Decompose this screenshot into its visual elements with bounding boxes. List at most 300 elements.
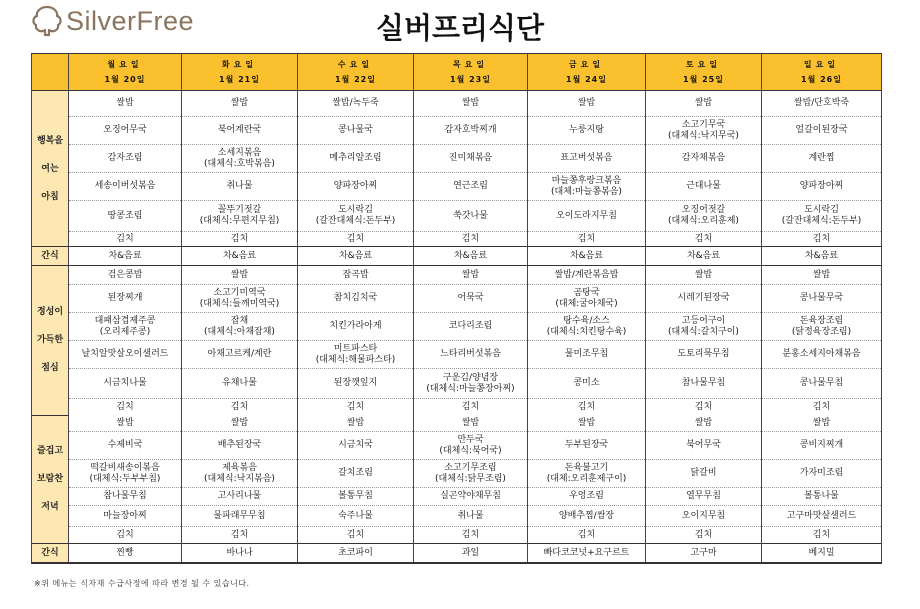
menu-item: 쑥갓나물	[453, 210, 488, 221]
page-title: 실버프리식단	[375, 11, 545, 45]
menu-cell	[528, 91, 646, 117]
menu-item: 느타리버섯볶음	[440, 349, 501, 359]
menu-cell	[762, 266, 882, 285]
menu-cell	[298, 506, 414, 527]
menu-item: 열무무침	[686, 491, 721, 501]
menu-item: (대체식:닭무조림)	[435, 473, 506, 484]
menu-item: (대체식:들깨미역국)	[199, 298, 280, 309]
menu-cell	[69, 117, 182, 145]
menu-cell	[182, 313, 298, 341]
menu-item: 볼통무침	[338, 491, 373, 501]
menu-cell	[414, 232, 528, 247]
menu-cell	[762, 313, 882, 341]
menu-item: 도시락김	[804, 205, 839, 215]
menu-cell	[528, 399, 646, 416]
breakfast-label	[32, 91, 69, 247]
snack1-row	[32, 247, 882, 266]
menu-item: 떡갈비새송이볶음	[90, 462, 160, 473]
menu-cell	[762, 506, 882, 527]
menu-item: 소고기무국	[681, 119, 726, 130]
menu-item: 김치	[230, 401, 249, 412]
menu-cell	[69, 415, 182, 432]
day-name: 금요일	[568, 60, 605, 69]
snack-cell: 빠다코코넛+요구르트	[528, 544, 646, 564]
snack-cell: 차&음료	[182, 247, 298, 266]
menu-item: 북어계란국	[217, 125, 262, 135]
menu-item: 쌀밥/단호박죽	[793, 98, 850, 108]
menu-cell	[182, 415, 298, 432]
menu-item: (대체:마늘쫑볶음)	[551, 186, 622, 197]
menu-item: 분홍소세지아채볶음	[782, 349, 861, 359]
lunch-label-line: 점심	[41, 363, 59, 374]
menu-cell	[298, 460, 414, 488]
menu-item: (대체식:낙지무국)	[668, 130, 739, 141]
day-header	[414, 54, 528, 91]
menu-cell	[646, 117, 762, 145]
menu-cell	[182, 399, 298, 416]
menu-item: 쌀밥	[230, 417, 249, 428]
menu-item: 김치	[461, 529, 480, 540]
menu-cell	[182, 201, 298, 232]
menu-item: 잡곡밥	[342, 269, 369, 280]
menu-item: (대체식:갈치구이)	[668, 326, 739, 337]
menu-item: 두부된장국	[564, 440, 609, 450]
menu-cell	[414, 369, 528, 399]
menu-item: 만두국	[457, 434, 484, 445]
menu-item: 참나물무침	[103, 491, 147, 501]
menu-item: 김치	[116, 529, 134, 540]
breakfast-row	[32, 145, 882, 173]
menu-cell	[182, 173, 298, 201]
menu-item: 김치	[230, 529, 249, 540]
snack2-label: 간식	[32, 544, 69, 564]
menu-cell	[414, 460, 528, 488]
menu-cell	[646, 369, 762, 399]
menu-cell	[414, 506, 528, 527]
menu-cell	[762, 488, 882, 506]
menu-item: 콩나물무국	[799, 293, 844, 303]
menu-item: (대체식:낙지볶음)	[204, 473, 275, 484]
menu-cell	[414, 91, 528, 117]
dinner-label-line: 저녁	[41, 502, 59, 513]
menu-cell	[762, 232, 882, 247]
menu-cell	[646, 488, 762, 506]
menu-item: 쌀밥	[461, 98, 480, 108]
menu-item: 닭갈비	[690, 468, 717, 478]
menu-cell	[69, 460, 182, 488]
menu-cell	[298, 527, 414, 544]
menu-item: 소고기무조림	[444, 462, 497, 473]
menu-cell	[414, 145, 528, 173]
menu-cell	[182, 117, 298, 145]
menu-item: 참나물무침	[681, 378, 726, 388]
menu-item: 쌀밥	[116, 98, 134, 108]
menu-cell	[762, 201, 882, 232]
menu-cell	[298, 399, 414, 416]
menu-item: 쌀밥	[577, 98, 596, 108]
menu-item: 콩미소	[573, 378, 600, 388]
menu-cell	[528, 527, 646, 544]
menu-item: 근대나물	[686, 181, 721, 191]
dinner-row	[32, 488, 882, 506]
day-name: 수요일	[337, 60, 374, 69]
menu-cell	[298, 341, 414, 369]
snack-cell: 고구마	[646, 544, 762, 564]
logo-text: SilverFree	[66, 5, 195, 36]
menu-item: 날치알맛살오이샐러드	[81, 349, 169, 359]
menu-item: 미트파스타	[333, 343, 378, 354]
menu-item: 꼴뚜기젓갈	[217, 205, 262, 215]
dinner-row	[32, 527, 882, 544]
menu-item: 고사리나물	[217, 491, 262, 501]
menu-cell	[182, 527, 298, 544]
day-name: 목요일	[452, 60, 489, 69]
menu-item: 양배추찜/쌈장	[558, 510, 615, 521]
menu-item: 김치	[694, 401, 713, 412]
menu-item: 어묵국	[457, 293, 484, 303]
menu-cell	[646, 460, 762, 488]
menu-item: 고등어구이	[681, 315, 726, 326]
header-corner	[32, 54, 69, 91]
menu-cell	[69, 201, 182, 232]
menu-item: 양파장아찌	[333, 181, 378, 191]
menu-cell	[182, 285, 298, 313]
menu-item: 콩나물국	[338, 125, 373, 135]
day-date: 1월 20일	[104, 75, 146, 84]
menu-item: 쌀밥	[694, 98, 713, 108]
day-name: 토요일	[685, 60, 722, 69]
menu-cell	[414, 266, 528, 285]
lunch-row	[32, 399, 882, 416]
lunch-label-line: 정성이	[36, 307, 64, 318]
menu-item: 김치	[116, 233, 134, 244]
menu-item: 돈육장조림	[799, 315, 844, 326]
menu-item: 취나물	[457, 510, 484, 521]
menu-item: 쌀밥	[230, 98, 249, 108]
breakfast-row	[32, 201, 882, 232]
breakfast-label-line: 여는	[41, 163, 59, 174]
menu-item: 표고버섯볶음	[560, 153, 613, 163]
menu-item: 쌀밥	[461, 269, 480, 280]
menu-item: 실곤약야채무침	[440, 491, 501, 501]
menu-cell	[414, 341, 528, 369]
menu-item: 김치	[577, 233, 596, 244]
menu-cell	[528, 341, 646, 369]
menu-item: 북어무국	[686, 440, 721, 450]
snack-cell: 초코파이	[298, 544, 414, 564]
menu-item: (대체식:호박볶음)	[204, 158, 275, 169]
menu-item: 갈치조림	[338, 468, 373, 478]
menu-item: 감자조림	[107, 153, 143, 163]
menu-item: 물미조무침	[564, 349, 609, 359]
menu-cell	[528, 145, 646, 173]
menu-item: 쌀밥	[230, 269, 249, 280]
menu-item: 고구마맛살샐러드	[786, 510, 857, 521]
day-name: 월요일	[107, 60, 143, 69]
menu-item: 마늘쫑후랑크볶음	[551, 175, 622, 186]
breakfast-label-line: 행복을	[36, 135, 64, 146]
menu-item: 감자호박찌개	[444, 125, 497, 135]
menu-cell	[646, 399, 762, 416]
menu-item: (대체식:아채잡채)	[204, 326, 275, 337]
menu-cell	[414, 432, 528, 460]
menu-item: 쌀밥	[577, 417, 596, 428]
menu-item: 콩비지찌개	[799, 440, 844, 450]
menu-cell	[646, 173, 762, 201]
menu-item: (오리제주콩)	[99, 326, 151, 337]
menu-cell	[182, 488, 298, 506]
menu-item: 양파장아찌	[799, 181, 844, 191]
menu-cell	[528, 173, 646, 201]
menu-item: 진미채볶음	[448, 153, 493, 163]
menu-item: 쌀밥	[346, 417, 365, 428]
day-date: 1월 21일	[219, 75, 260, 84]
day-date: 1월 25일	[683, 75, 724, 84]
menu-cell	[69, 173, 182, 201]
menu-item: (대체식:마늘쫑장아찌)	[426, 383, 515, 394]
day-header	[298, 54, 414, 91]
menu-item: (닭정육장조림)	[791, 326, 852, 337]
menu-item: 도토리묵무침	[677, 349, 730, 359]
day-header-row	[32, 54, 882, 91]
menu-cell	[762, 399, 882, 416]
menu-item: 김치	[346, 401, 365, 412]
menu-item: 김치	[461, 401, 480, 412]
day-date: 1월 22일	[335, 75, 376, 84]
menu-cell	[646, 285, 762, 313]
menu-item: 대패삼겹제주콩	[94, 315, 156, 326]
snack-cell: 차&음료	[298, 247, 414, 266]
menu-item: 김치	[577, 401, 596, 412]
menu-cell	[646, 313, 762, 341]
menu-cell	[69, 266, 182, 285]
menu-cell	[298, 313, 414, 341]
menu-item: (대체식:북어국)	[439, 445, 502, 456]
day-header	[182, 54, 298, 91]
menu-cell	[182, 145, 298, 173]
menu-item: 물파래무무침	[213, 510, 266, 521]
menu-item: 된장깻잎지	[333, 378, 378, 388]
day-header	[646, 54, 762, 91]
menu-cell	[182, 369, 298, 399]
menu-item: 구운김/양념장	[442, 372, 499, 383]
menu-cell	[528, 266, 646, 285]
menu-cell	[182, 506, 298, 527]
menu-cell	[646, 201, 762, 232]
menu-item: 마늘장아찌	[103, 510, 147, 521]
lunch-label-line: 가득한	[36, 335, 64, 346]
day-header	[762, 54, 882, 91]
menu-cell	[762, 415, 882, 432]
menu-item: 김치	[694, 529, 713, 540]
menu-cell	[69, 506, 182, 527]
menu-item: 쌀밥	[812, 417, 831, 428]
menu-cell	[762, 173, 882, 201]
menu-cell	[646, 341, 762, 369]
menu-item: 얼갈이된장국	[795, 125, 848, 135]
menu-item: 쌀밥	[812, 269, 831, 280]
dinner-row	[32, 432, 882, 460]
menu-item: 쌀밥/녹두죽	[332, 98, 379, 108]
menu-cell	[762, 460, 882, 488]
menu-item: 숙주나물	[338, 510, 373, 521]
menu-item: 쌀밥	[694, 417, 713, 428]
menu-item: 김치	[577, 529, 596, 540]
menu-item: 우엉조림	[569, 491, 604, 501]
menu-item: 쌀밥/계란볶음밥	[554, 269, 619, 280]
menu-item: 취나물	[226, 181, 253, 191]
lunch-label	[32, 266, 69, 416]
day-header	[528, 54, 646, 91]
snack-cell: 차&음료	[646, 247, 762, 266]
menu-cell	[69, 527, 182, 544]
day-name: 일요일	[803, 60, 840, 69]
menu-item: 소세지볶음	[217, 147, 262, 158]
menu-cell	[182, 341, 298, 369]
menu-cell	[414, 117, 528, 145]
lunch-row	[32, 313, 882, 341]
menu-cell	[69, 232, 182, 247]
menu-cell	[69, 341, 182, 369]
menu-cell	[298, 91, 414, 117]
menu-item: 제육볶음	[222, 462, 257, 473]
menu-item: 가자미조림	[799, 468, 844, 478]
lunch-row	[32, 266, 882, 285]
lunch-row	[32, 341, 882, 369]
menu-item: 오이도라지무침	[556, 210, 617, 221]
breakfast-label-line: 아침	[41, 191, 59, 202]
menu-item: 도시락김	[338, 205, 373, 215]
menu-item: 감자채볶음	[681, 153, 726, 163]
menu-cell	[646, 415, 762, 432]
menu-item: 아채고르케/계란	[207, 349, 272, 359]
menu-item: 김치	[694, 233, 713, 244]
menu-cell	[762, 91, 882, 117]
menu-cell	[528, 313, 646, 341]
menu-cell	[182, 460, 298, 488]
snack1-label: 간식	[32, 247, 69, 266]
menu-cell	[646, 266, 762, 285]
menu-item: 김치	[230, 233, 249, 244]
menu-cell	[69, 488, 182, 506]
menu-cell	[298, 232, 414, 247]
menu-cell	[762, 432, 882, 460]
menu-cell	[646, 432, 762, 460]
menu-cell	[69, 145, 182, 173]
menu-cell	[298, 117, 414, 145]
menu-cell	[69, 91, 182, 117]
menu-cell	[414, 201, 528, 232]
menu-cell	[528, 488, 646, 506]
dinner-row	[32, 506, 882, 527]
menu-item: 수제비국	[107, 440, 143, 450]
menu-item: 참치김치국	[333, 293, 378, 303]
menu-item: (대체:오리훈제구이)	[546, 473, 627, 484]
menu-cell	[414, 527, 528, 544]
lunch-row	[32, 285, 882, 313]
menu-item: 김치	[346, 233, 365, 244]
menu-cell	[298, 145, 414, 173]
lunch-row	[32, 369, 882, 399]
menu-cell	[528, 117, 646, 145]
menu-cell	[69, 285, 182, 313]
menu-cell	[414, 313, 528, 341]
menu-item: (대체식:오리훈제)	[668, 216, 739, 226]
menu-item: 유채나물	[222, 378, 257, 388]
menu-cell	[762, 527, 882, 544]
menu-change-note: ※위 메뉴는 식자재 수급사정에 따라 변경 될 수 있습니다.	[34, 579, 250, 588]
menu-item: 된장찌개	[107, 293, 143, 303]
menu-cell	[528, 460, 646, 488]
breakfast-row	[32, 117, 882, 145]
menu-cell	[762, 341, 882, 369]
menu-cell	[762, 117, 882, 145]
dinner-row	[32, 460, 882, 488]
snack-cell: 차&음료	[414, 247, 528, 266]
menu-cell	[528, 201, 646, 232]
menu-item: 땅콩조림	[107, 210, 143, 221]
menu-cell	[646, 232, 762, 247]
menu-cell	[414, 488, 528, 506]
menu-cell	[298, 488, 414, 506]
menu-item: 누룽지탕	[569, 125, 604, 135]
menu-item: 시금치국	[338, 440, 373, 450]
menu-item: 김치	[812, 401, 831, 412]
menu-cell	[69, 313, 182, 341]
menu-cell	[646, 506, 762, 527]
weekly-menu-table	[31, 53, 882, 564]
menu-cell	[69, 369, 182, 399]
menu-cell	[182, 432, 298, 460]
menu-cell	[298, 369, 414, 399]
menu-item: 쌀밥	[694, 269, 713, 280]
menu-item: (대체식:무편지무침)	[199, 216, 280, 226]
menu-item: 김치	[346, 529, 365, 540]
menu-item: 세송이버섯볶음	[94, 181, 156, 191]
day-name: 화요일	[221, 60, 258, 69]
menu-cell	[528, 232, 646, 247]
menu-item: 소고기미역국	[213, 287, 266, 298]
menu-item: 탕수육/소스	[563, 315, 610, 326]
menu-item: 김치	[116, 401, 134, 412]
menu-item: 오이지무침	[681, 510, 726, 521]
day-date: 1월 23일	[450, 75, 491, 84]
menu-cell	[298, 415, 414, 432]
dinner-label-line: 보람찬	[36, 474, 64, 485]
menu-item: 코다리조림	[448, 321, 493, 331]
day-date: 1월 26일	[801, 75, 842, 84]
menu-cell	[528, 415, 646, 432]
menu-item: 잡채	[230, 315, 249, 326]
day-header	[69, 54, 182, 91]
menu-item: 김치	[812, 233, 831, 244]
menu-item: 치킨가라아게	[329, 321, 382, 331]
menu-cell	[298, 201, 414, 232]
menu-item: 콩나물무침	[799, 378, 844, 388]
snack-cell: 과일	[414, 544, 528, 564]
menu-cell	[69, 399, 182, 416]
menu-item: 시레기된장국	[677, 293, 730, 303]
menu-item: (대체식:두부부침)	[89, 473, 161, 484]
menu-item: 김치	[461, 233, 480, 244]
menu-cell	[414, 285, 528, 313]
menu-item: 배추된장국	[217, 440, 262, 450]
menu-cell	[182, 232, 298, 247]
menu-cell	[646, 527, 762, 544]
menu-cell	[298, 432, 414, 460]
menu-cell	[298, 173, 414, 201]
menu-cell	[298, 266, 414, 285]
